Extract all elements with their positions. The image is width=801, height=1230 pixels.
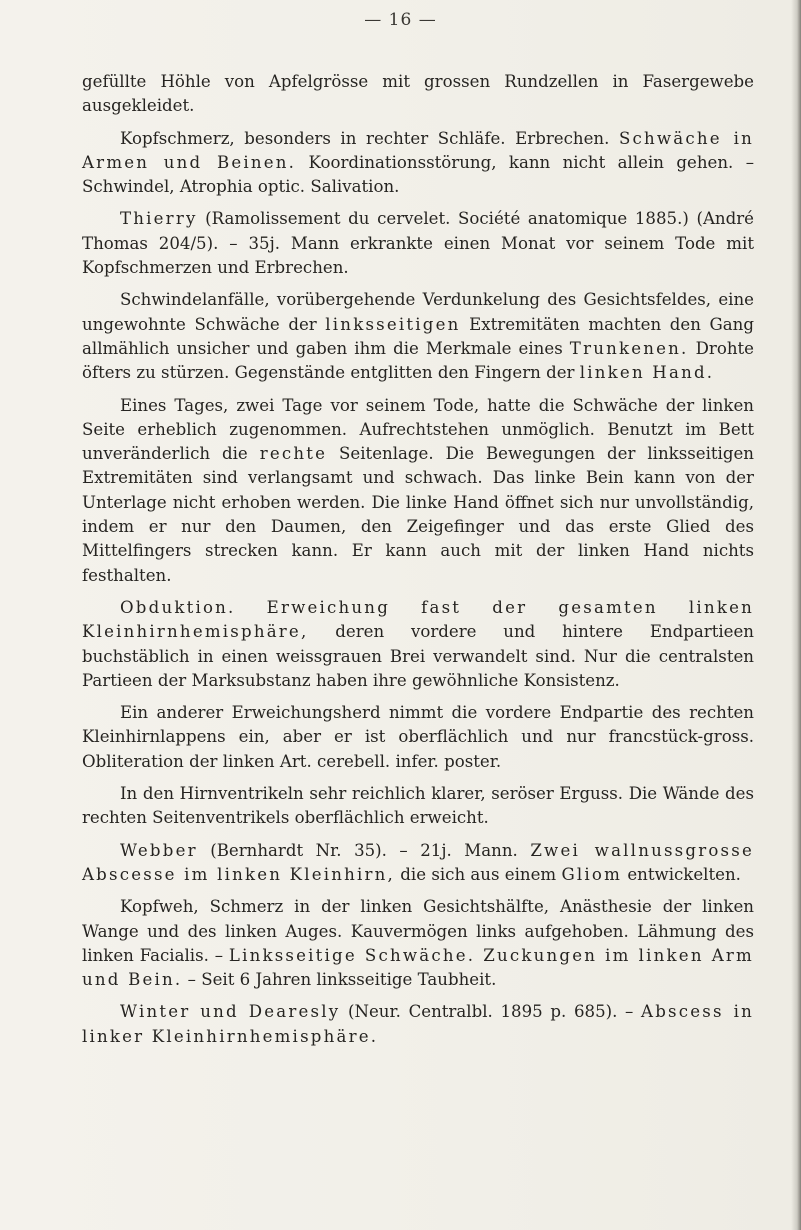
paragraph-p9 (82, 839, 754, 888)
page-number: — 16 — (364, 10, 437, 30)
emphasized-text: Gliom (561, 864, 623, 884)
body-text: (Ramolissement du cervelet. Société anatomique 1885.) (André Thomas 204/5). – 35j. Mann erkrankte einen Monat vor seinem Tode mit Kopfschmerzen und Erbrechen. (82, 209, 754, 278)
body-text: deren vordere und hintere Endpartieen buchstäblich in einen weissgrauen Brei verwandelt sind. Nur die centralsten Partieen der Marksubstanz haben ihre gewöhnliche Konsistenz. (82, 622, 754, 690)
body-text: entwickelten. (622, 864, 741, 884)
page-text (82, 70, 754, 1049)
body-text: Extremitäten machten den Gang allmählich unsicher und gaben ihm die Merkmale eines (82, 314, 754, 358)
emphasized-text: Webber (120, 840, 198, 860)
emphasized-text: Zwei wallnussgrosse Abscesse im linken Kleinhirn, (82, 840, 754, 884)
paragraph-p4 (82, 288, 754, 385)
paragraph-p10 (82, 895, 754, 992)
emphasized-text: linksseitigen (325, 314, 461, 334)
body-text: (Neur. Centralbl. 1895 p. 685). – (340, 1002, 642, 1022)
body-text: die sich aus einem (395, 864, 562, 884)
body-text: (Bernhardt Nr. 35). – 21j. Mann. (197, 840, 531, 860)
emphasized-text: Abscess in linker Kleinhirnhemisphäre. (82, 1002, 754, 1046)
emphasized-text: Thierry (120, 209, 198, 229)
body-text: Drohte öfters zu stürzen. Gegenstände entglitten den Fingern der (82, 338, 754, 383)
page-edge-shadow (791, 0, 801, 1230)
body-text: gefüllte Höhle von Apfelgrösse mit grossen Rundzellen in Fasergewebe ausgekleidet. (82, 72, 754, 116)
paragraph-p2 (82, 127, 754, 200)
emphasized-text: Obduktion. Erweichung fast der gesamten linken Kleinhirnhemisphäre, (82, 597, 754, 642)
body-text: Kopfweh, Schmerz in der linken Gesichtshälfte, Anästhesie der linken Wange und des linken Auges. Kauvermögen links aufgehoben. Lähmung des linken Facialis. – (82, 897, 754, 965)
emphasized-text: rechte (259, 444, 328, 464)
paragraph-p3 (82, 207, 754, 280)
body-text: In den Hirnventrikeln sehr reichlich klarer, seröser Erguss. Die Wände des rechten Seitenventrikels oberflächlich erweicht. (82, 784, 754, 828)
emphasized-text: Trunkenen. (569, 338, 689, 358)
emphasized-text: Linksseitige Schwäche. Zuckungen im linken Arm und Bein. (82, 945, 754, 990)
paragraph-p8 (82, 782, 754, 831)
body-text: Schwindelanfälle, vorübergehende Verdunkelung des Gesichtsfeldes, eine ungewohnte Schwäche der (82, 290, 754, 334)
emphasized-text: linken Hand. (579, 363, 715, 383)
body-text: – Seit 6 Jahren linksseitige Taubheit. (182, 970, 497, 990)
paragraph-p6 (82, 596, 754, 693)
paragraph-p1 (82, 70, 754, 119)
body-text: Kopfschmerz, besonders in rechter Schläfe. Erbrechen. (120, 128, 619, 148)
paragraph-p7 (82, 701, 754, 774)
body-text: Ein anderer Erweichungsherd nimmt die vordere Endpartie des rechten Kleinhirnlappens ein, aber er ist oberflächlich und nur francstück-gross. Obliteration der linken Art. cerebell. infer. poster. (82, 703, 754, 771)
paragraph-p5 (82, 394, 754, 588)
paragraph-p11 (82, 1000, 754, 1049)
body-text: Koordinationsstörung, kann nicht allein gehen. – Schwindel, Atrophia optic. Salivation. (82, 152, 754, 197)
emphasized-text: Schwäche in Armen und Beinen. (82, 128, 754, 172)
emphasized-text: Winter und Dearesly (120, 1002, 341, 1022)
body-text: Seitenlage. Die Bewegungen der linksseitigen Extremitäten sind verlangsamt und schwach. Das linke Bein kann von der Unterlage nicht erhoben werden. Die linke Hand öffnet sich nur unvollständig, indem er nur den Daumen, den Zeigefinger und das erste Glied des Mittelfingers strecken kann. Er kann auch mit der linken Hand nichts festhalten. (82, 444, 754, 585)
body-text: Eines Tages, zwei Tage vor seinem Tode, hatte die Schwäche der linken Seite erheblich zugenommen. Aufrechtstehen unmöglich. Benutzt im Bett unveränderlich die (82, 395, 754, 464)
